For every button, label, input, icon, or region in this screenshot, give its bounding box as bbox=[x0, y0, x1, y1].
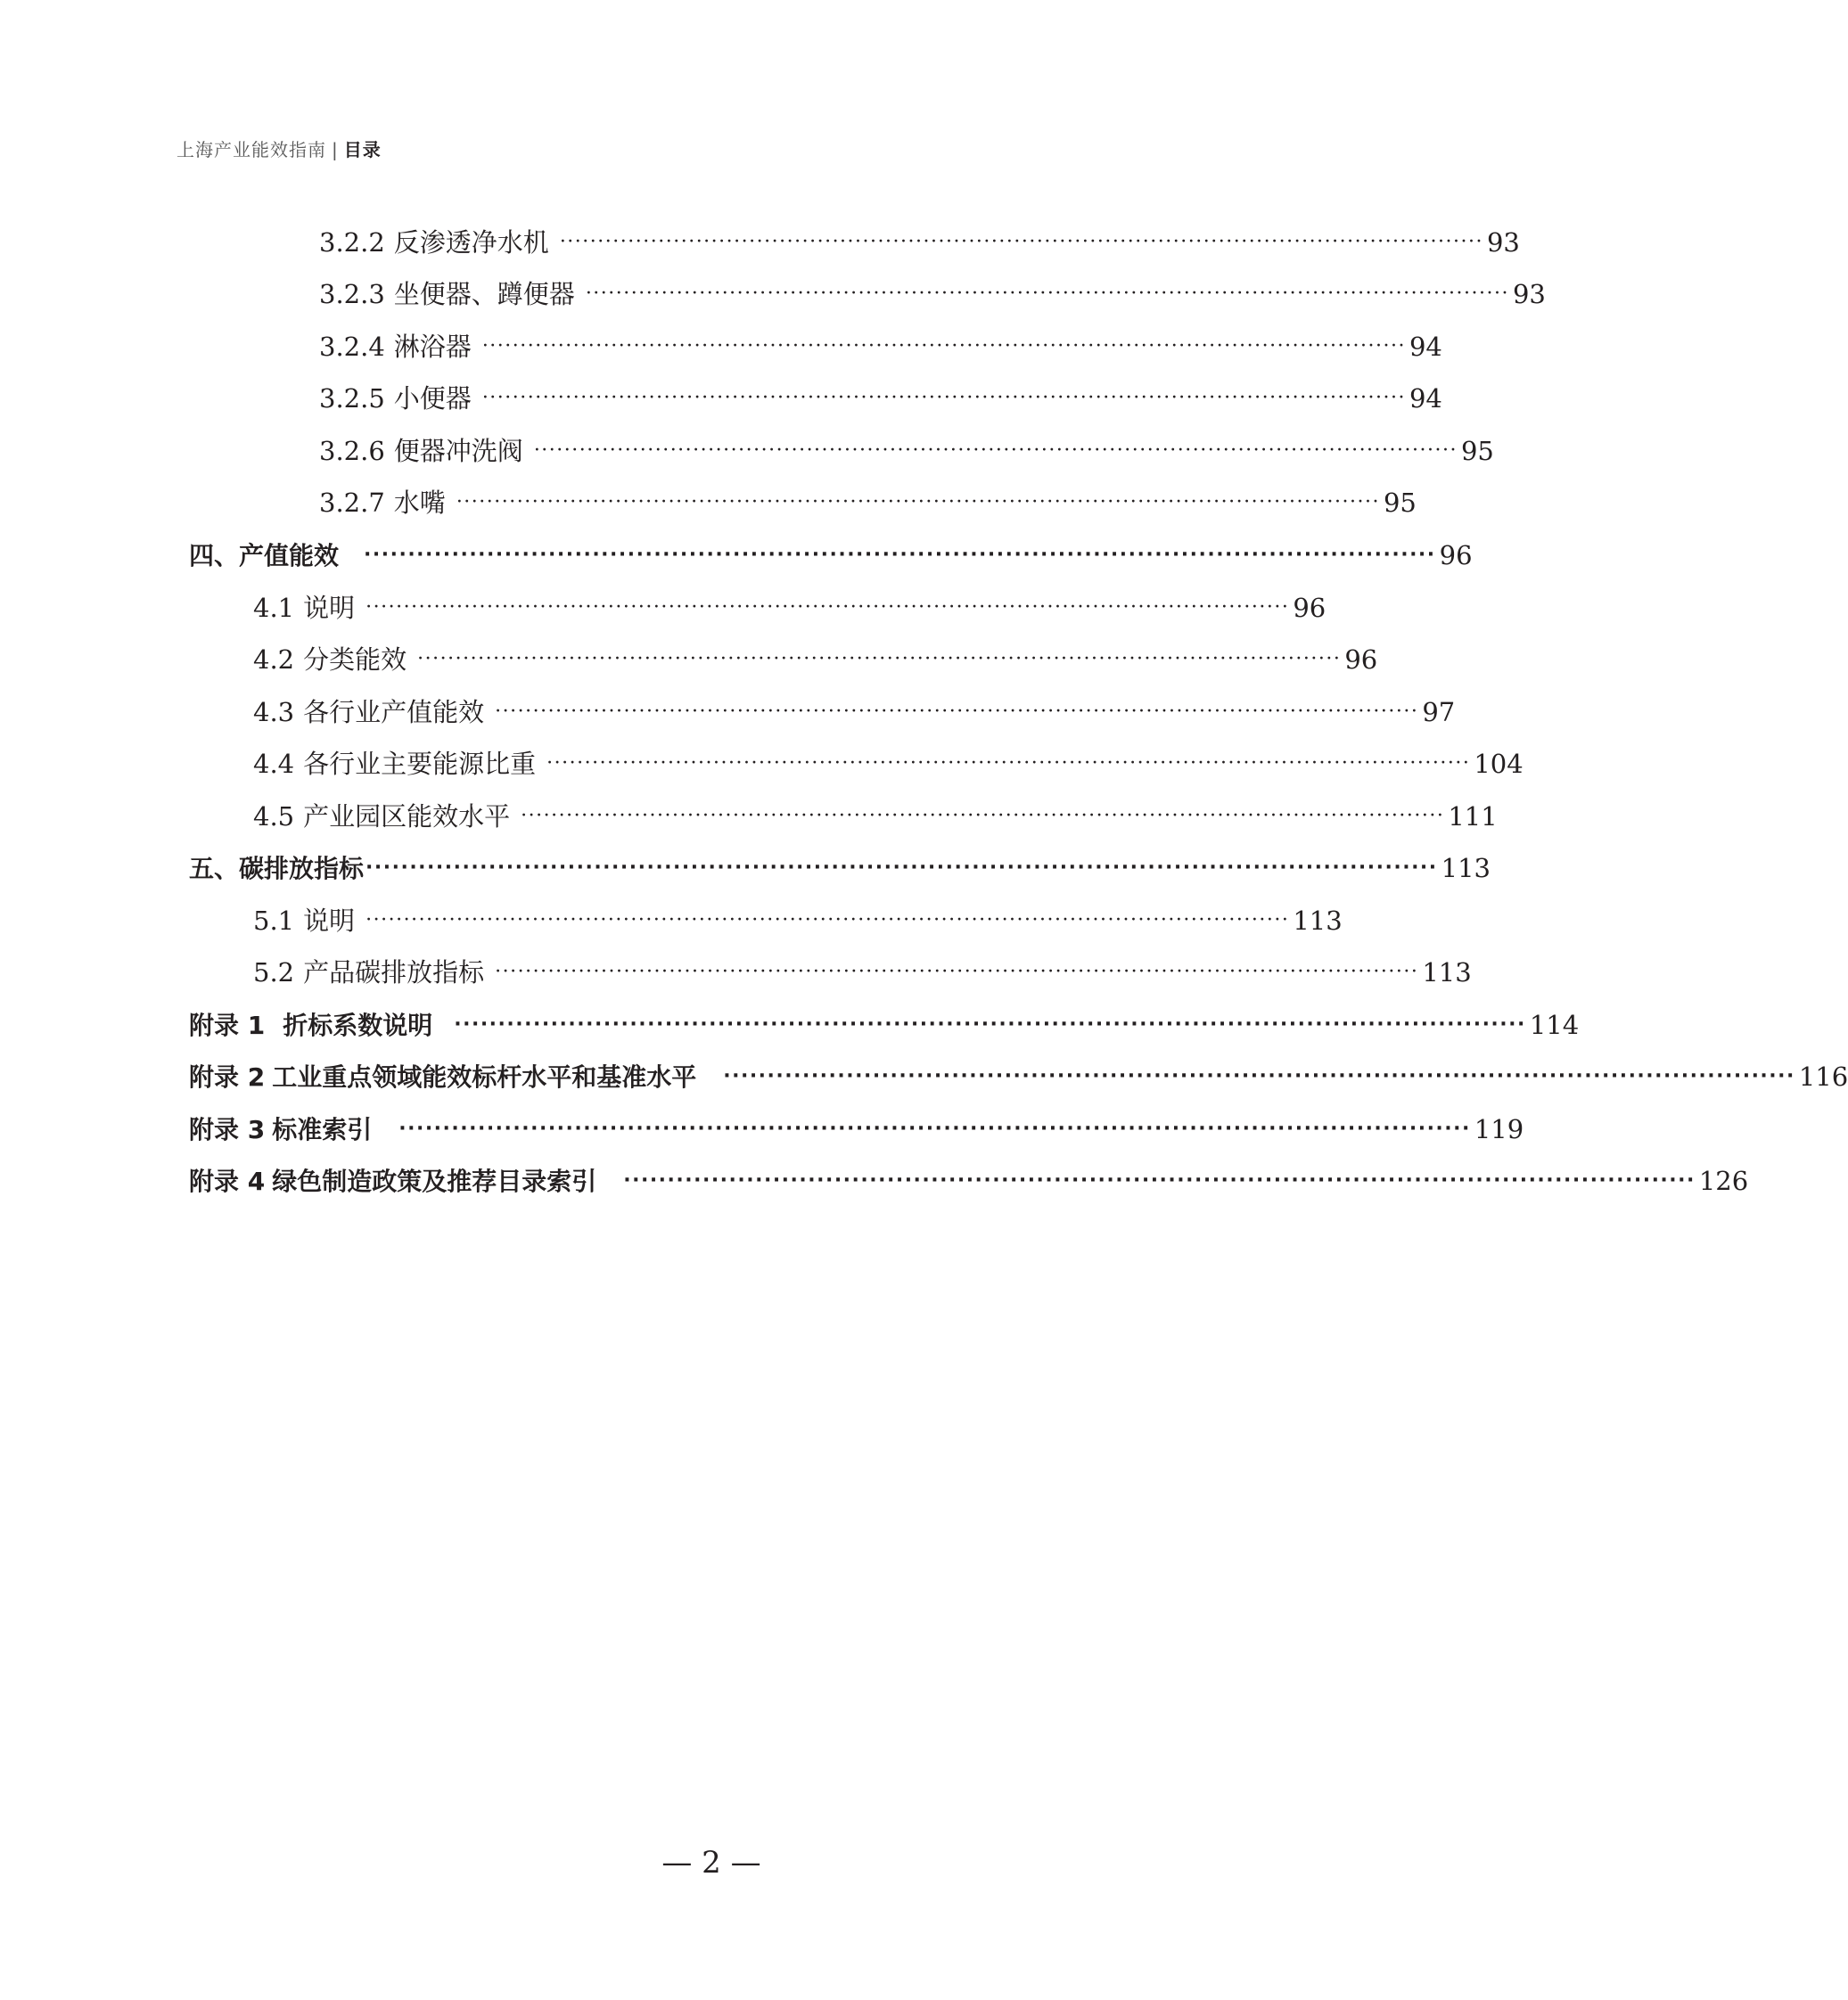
toc-entry-page: 119 bbox=[1474, 1114, 1524, 1144]
dot-leader: ·························································································································· bbox=[364, 544, 1436, 566]
toc-entry-page: 94 bbox=[1409, 383, 1442, 414]
toc-entry-title: 产品碳排放指标 bbox=[303, 957, 485, 988]
toc-entry-page: 95 bbox=[1460, 436, 1494, 466]
toc-entry-page: 114 bbox=[1529, 1010, 1580, 1040]
header-section: 目录 bbox=[343, 139, 382, 160]
toc-entry-5-1[interactable] bbox=[253, 903, 1343, 939]
toc-entry-4-1[interactable] bbox=[253, 590, 1326, 626]
toc-entry-4-3[interactable] bbox=[253, 694, 1456, 730]
dot-leader: ·························································································································· bbox=[417, 648, 1342, 670]
dot-leader: ·························································································································· bbox=[546, 752, 1471, 775]
toc-entry-number: 3.2.5 bbox=[319, 383, 385, 414]
page-number: — 2 — bbox=[661, 1845, 761, 1881]
toc-entry-number: 四、 bbox=[189, 541, 240, 570]
toc-entry-4-4[interactable] bbox=[253, 746, 1524, 782]
toc-entry-title: 各行业产值能效 bbox=[303, 697, 485, 727]
toc-entry-number: 附录 4 bbox=[189, 1167, 266, 1196]
toc-appendix-3[interactable] bbox=[189, 1111, 1524, 1147]
toc-chapter-5[interactable] bbox=[189, 850, 1491, 886]
dot-leader: ·························································································································· bbox=[481, 387, 1406, 409]
toc-chapter-4[interactable] bbox=[189, 537, 1473, 573]
toc-entry-page: 116 bbox=[1798, 1061, 1848, 1092]
toc-entry-3-2-5[interactable] bbox=[319, 381, 1442, 416]
toc-entry-title: 水嘴 bbox=[393, 488, 446, 518]
toc-entry-page: 113 bbox=[1422, 957, 1472, 988]
toc-entry-number: 附录 3 bbox=[189, 1115, 266, 1144]
toc-entry-3-2-7[interactable] bbox=[319, 485, 1417, 520]
toc-entry-4-2[interactable] bbox=[253, 642, 1378, 677]
toc-entry-title: 产业园区能效水平 bbox=[303, 801, 511, 832]
dot-leader: ·························································································································· bbox=[533, 439, 1458, 462]
toc-entry-number: 3.2.3 bbox=[319, 279, 385, 309]
toc-entry-3-2-4[interactable] bbox=[319, 329, 1442, 365]
running-header bbox=[177, 135, 382, 161]
dot-leader: ·························································································································· bbox=[454, 1013, 1526, 1036]
dot-leader: ·························································································································· bbox=[559, 231, 1483, 253]
toc-entry-title: 小便器 bbox=[393, 383, 472, 414]
toc-entry-page: 93 bbox=[1512, 279, 1546, 309]
dot-leader: ·························································································································· bbox=[365, 596, 1290, 619]
toc-entry-number: 4.5 bbox=[253, 801, 295, 832]
toc-entry-number: 5.2 bbox=[253, 957, 295, 988]
toc-entry-number: 4.2 bbox=[253, 644, 295, 675]
toc-entry-page: 95 bbox=[1383, 488, 1417, 518]
toc-entry-number: 5.1 bbox=[253, 906, 295, 936]
toc-entry-3-2-6[interactable] bbox=[319, 433, 1494, 469]
toc-entry-number: 4.3 bbox=[253, 697, 295, 727]
toc-entry-number: 4.4 bbox=[253, 749, 295, 779]
toc-entry-number: 3.2.7 bbox=[319, 488, 385, 518]
book-title: 上海产业能效指南 bbox=[177, 139, 326, 160]
toc-entry-title: 分类能效 bbox=[303, 644, 407, 675]
toc-entry-title: 淋浴器 bbox=[393, 332, 472, 362]
toc-entry-page: 93 bbox=[1486, 227, 1520, 258]
dot-leader: ·························································································································· bbox=[623, 1169, 1696, 1192]
toc-entry-title: 绿色制造政策及推荐目录索引 bbox=[272, 1167, 597, 1196]
toc-entry-title: 便器冲洗阀 bbox=[393, 436, 523, 466]
toc-entry-title: 标准索引 bbox=[272, 1115, 373, 1144]
toc-entry-title: 反渗透净水机 bbox=[393, 227, 549, 258]
toc-entry-number: 3.2.6 bbox=[319, 436, 385, 466]
toc-entry-title: 折标系数说明 bbox=[283, 1011, 433, 1040]
toc-entry-3-2-2[interactable] bbox=[319, 225, 1520, 260]
dot-leader: ·························································································································· bbox=[398, 1118, 1471, 1140]
dot-leader: ·························································································································· bbox=[495, 961, 1419, 983]
toc-entry-5-2[interactable] bbox=[253, 955, 1472, 990]
toc-entry-page: 126 bbox=[1698, 1166, 1749, 1196]
toc-entry-title: 工业重点领域能效标杆水平和基准水平 bbox=[272, 1062, 697, 1092]
toc-appendix-4[interactable] bbox=[189, 1163, 1749, 1199]
toc-entry-page: 96 bbox=[1439, 540, 1473, 570]
toc-entry-number: 附录 1 bbox=[189, 1011, 266, 1040]
toc-entry-3-2-3[interactable] bbox=[319, 276, 1546, 312]
dot-leader: ·························································································································· bbox=[481, 335, 1406, 357]
dot-leader: ·························································································································· bbox=[723, 1065, 1795, 1087]
toc-entry-page: 113 bbox=[1441, 853, 1491, 883]
toc-entry-page: 94 bbox=[1409, 332, 1442, 362]
dot-leader: ·························································································································· bbox=[456, 491, 1380, 513]
toc-entry-title: 坐便器、蹲便器 bbox=[393, 279, 575, 309]
dot-leader: ·························································································································· bbox=[585, 283, 1509, 305]
toc-entry-4-5[interactable] bbox=[253, 799, 1498, 834]
toc-entry-title: 说明 bbox=[303, 593, 356, 623]
toc-entry-page: 96 bbox=[1344, 644, 1378, 675]
dot-leader: ·························································································································· bbox=[521, 805, 1445, 827]
toc-entry-number: 附录 2 bbox=[189, 1062, 266, 1092]
toc-entry-title: 产值能效 bbox=[239, 541, 340, 570]
toc-entry-page: 104 bbox=[1474, 749, 1524, 779]
toc-entry-page: 97 bbox=[1422, 697, 1456, 727]
toc-appendix-2[interactable] bbox=[189, 1059, 1848, 1094]
toc-entry-number: 3.2.4 bbox=[319, 332, 385, 362]
toc-entry-number: 3.2.2 bbox=[319, 227, 385, 258]
dot-leader: ·························································································································· bbox=[365, 909, 1290, 931]
toc-entry-page: 113 bbox=[1293, 906, 1343, 936]
header-separator: | bbox=[332, 139, 339, 160]
toc-entry-page: 111 bbox=[1448, 801, 1498, 832]
toc-entry-title: 碳排放指标 bbox=[239, 854, 365, 883]
toc-entry-number: 4.1 bbox=[253, 593, 295, 623]
dot-leader: ·························································································································· bbox=[495, 701, 1419, 723]
toc-entry-number: 五、 bbox=[189, 854, 240, 883]
toc-entry-title: 说明 bbox=[303, 906, 356, 936]
toc-entry-page: 96 bbox=[1293, 593, 1326, 623]
toc-entry-title: 各行业主要能源比重 bbox=[303, 749, 537, 779]
toc-appendix-1[interactable] bbox=[189, 1007, 1580, 1043]
dot-leader: ·························································································································· bbox=[365, 857, 1438, 879]
